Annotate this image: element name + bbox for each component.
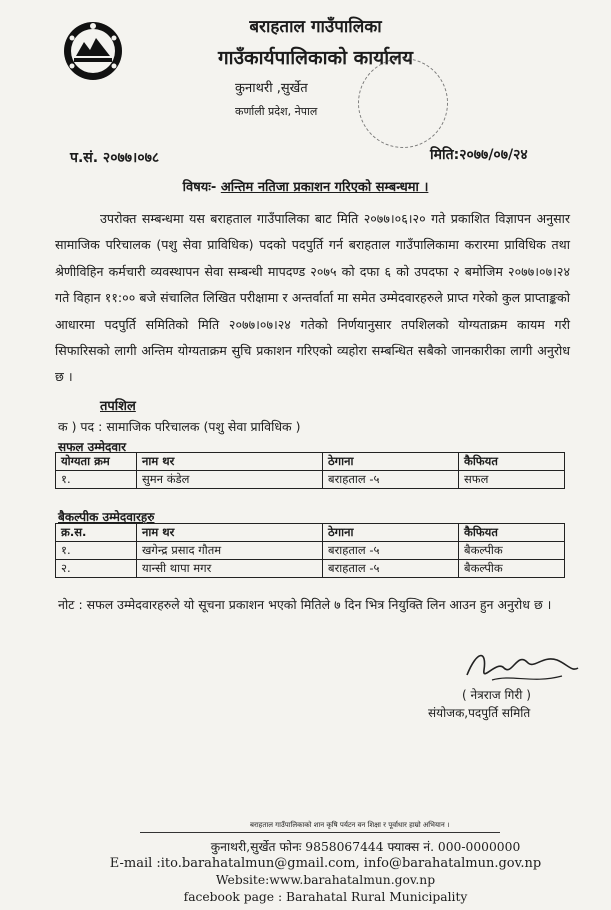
schedule-heading: तपशिल: [100, 399, 136, 414]
header-province: कर्णाली प्रदेश, नेपाल: [235, 105, 318, 118]
table-cell: यान्सी थापा मगर: [137, 560, 323, 578]
body-text: उपरोक्त सम्बन्धमा यस बराहताल गाउँपालिका बाट मिति २०७७।०६।२० गते प्रकाशित विज्ञापन अनुसार सामाजिक परिचालक (पशु सेवा प्राविधिक) पदको पदपुर्ति गर्न बराहताल गाउँपालिकामा करारमा प्राविधिक तथा श्रेणीविहिन कर्मचारी व्यवस्थापन सेवा सम्बन्धी मापदण्ड २०७५ को दफा ६ को उपदफा २ बमोजिम २०७७।०७।२४ गते विहान ११:०० बजे संचालित लिखित परीक्षामा र अन्तर्वार्ता मा समेत उम्मेदवारहरुले प्राप्त गरेको कुल प्राप्ताङ्कको आधारमा पदपुर्ति समितिको मिति २०७७।०७।२४ गतेको निर्णयानुसार तपशिलको योग्यताक्रम कायम गरी सिफारिसको लागी अन्तिम योग्यताक्रम सुचि प्रकाशन गरिएको व्यहोरा सम्बन्धित सबैको जानकारीका लागी अनुरोध छ ।: [55, 211, 570, 385]
letter-date: मिति:२०७७/०७/२४: [430, 147, 528, 163]
subject-text: अन्तिम नतिजा प्रकाशन गरिएको सम्बन्धमा ।: [220, 180, 429, 195]
table-cell: बराहताल -५: [323, 471, 459, 489]
signatory-name: ( नेत्रराज गिरी ): [462, 688, 531, 702]
table-header: ठेगाना: [323, 524, 459, 542]
subject-line: [0, 177, 611, 195]
table-header: योग्यता क्रम: [56, 453, 137, 471]
table-cell: १.: [56, 542, 137, 560]
table-header-row: [56, 524, 565, 542]
footer-slogan: बराहताल गाउँपालिकाको शान कृषि पर्यटन वन शिक्षा र पूर्वाधार हाम्रो अभियान ।: [250, 821, 450, 829]
table-cell: बराहताल -५: [323, 560, 459, 578]
successful-table: [55, 452, 565, 489]
table-cell: सफल: [459, 471, 565, 489]
successful-heading: सफल उम्मेदवार: [58, 440, 127, 454]
table-row: [56, 560, 565, 578]
table-header: क्र.स.: [56, 524, 137, 542]
table-header: ठेगाना: [323, 453, 459, 471]
body-paragraph: [55, 206, 570, 391]
signatory-role: संयोजक,पदपुर्ति समिति: [428, 706, 531, 720]
reference-number: प.सं. २०७७।०७८: [70, 150, 160, 166]
table-row: [56, 471, 565, 489]
alternate-heading: बैकल्पीक उम्मेदवारहरु: [58, 510, 155, 524]
table-cell: बैकल्पीक: [459, 542, 565, 560]
footer-facebook[interactable]: facebook page : Barahatal Rural Municipality: [183, 890, 468, 904]
post-title: क ) पद : सामाजिक परिचालक (पशु सेवा प्राविधिक ): [58, 419, 301, 434]
header-address: कुनाथरी ,सुर्खेत: [235, 81, 308, 96]
header-office: गाउँकार्यपालिकाको कार्यालय: [217, 47, 414, 69]
table-cell: बराहताल -५: [323, 542, 459, 560]
alternate-table: [55, 523, 565, 578]
footer-email[interactable]: E-mail :ito.barahatalmun@gmail.com, info@barahatalmun.gov.np: [109, 856, 542, 871]
table-cell: १.: [56, 471, 137, 489]
table-header-row: [56, 453, 565, 471]
table-header: नाम थर: [137, 453, 323, 471]
table-header: कैफियत: [459, 453, 565, 471]
table-header: नाम थर: [137, 524, 323, 542]
footer-contact: कुनाथरी,सुर्खेत फोनः 9858067444 फ्याक्स नं. 000-0000000: [210, 840, 521, 854]
table-cell: २.: [56, 560, 137, 578]
note-text: नोट : सफल उम्मेदवारहरुले यो सूचना प्रकाशन भएको मितिले ७ दिन भित्र नियुक्ति लिन आउन हुन अनुरोध छ ।: [58, 597, 552, 612]
subject-label: विषयः-: [182, 180, 217, 195]
table-cell: खगेन्द्र प्रसाद गौतम: [137, 542, 323, 560]
table-row: [56, 542, 565, 560]
header-municipality: बराहताल गाउँपालिका: [249, 17, 382, 37]
footer-website[interactable]: Website:www.barahatalmun.gov.np: [215, 873, 436, 887]
office-stamp: [358, 58, 448, 148]
footer-divider: [140, 832, 500, 833]
table-header: कैफियत: [459, 524, 565, 542]
table-cell: सुमन कंडेल: [137, 471, 323, 489]
table-cell: बैकल्पीक: [459, 560, 565, 578]
